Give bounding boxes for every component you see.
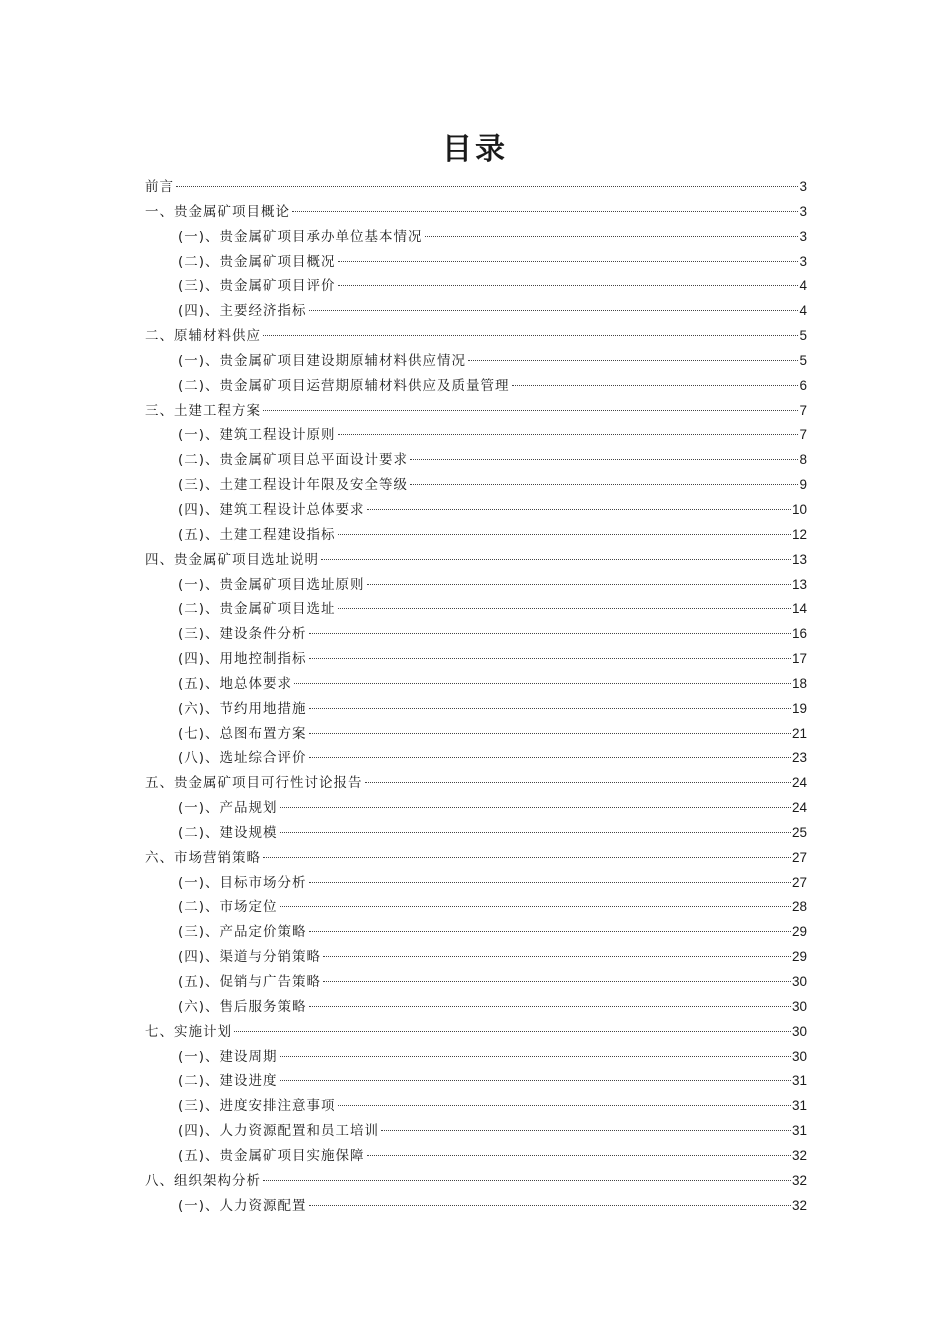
toc-entry-text: (六)、节约用地措施 [178, 700, 307, 717]
toc-entry-text: (三)、进度安排注意事项 [178, 1098, 336, 1115]
toc-entry-text: (五)、贵金属矿项目实施保障 [178, 1147, 365, 1164]
toc-dot-leader [309, 658, 791, 659]
toc-entry-text: (五)、地总体要求 [178, 675, 293, 692]
toc-entry-text: 三、土建工程方案 [145, 402, 261, 419]
toc-subsection-entry[interactable] [145, 523, 807, 548]
toc-entry-text: (二)、市场定位 [178, 899, 278, 916]
toc-subsection-entry[interactable] [145, 349, 807, 374]
toc-subsection-entry[interactable] [145, 722, 807, 747]
toc-entry-text: (四)、建筑工程设计总体要求 [178, 501, 365, 518]
toc-subsection-entry[interactable] [145, 274, 807, 299]
toc-subsection-entry[interactable] [145, 250, 807, 275]
toc-dot-leader [280, 1080, 791, 1081]
toc-subsection-entry[interactable] [145, 597, 807, 622]
toc-page-number: 14 [791, 601, 807, 617]
toc-subsection-entry[interactable] [145, 299, 807, 324]
toc-subsection-entry[interactable] [145, 1119, 807, 1144]
toc-dot-leader [263, 1180, 791, 1181]
toc-page-number: 5 [799, 352, 807, 368]
toc-dot-leader [367, 1155, 791, 1156]
toc-entry-text: (一)、建筑工程设计原则 [178, 427, 336, 444]
toc-section-entry[interactable] [145, 1169, 807, 1194]
toc-entry-text: (五)、促销与广告策略 [178, 974, 322, 990]
toc-page-number: 32 [791, 1147, 807, 1163]
toc-entry-text: (七)、总图布置方案 [178, 725, 307, 742]
toc-entry-text: (四)、主要经济指标 [178, 303, 307, 320]
toc-entry-text: 一、贵金属矿项目概论 [145, 203, 290, 220]
toc-entry-text: (一)、贵金属矿项目承办单位基本情况 [178, 228, 423, 245]
toc-page-number: 13 [791, 576, 807, 592]
toc-entry-text: 八、组织架构分析 [145, 1172, 261, 1189]
toc-entry-text: 六、市场营销策略 [145, 849, 261, 866]
toc-page-number: 13 [791, 551, 807, 567]
toc-section-entry[interactable] [145, 771, 807, 796]
toc-entry-text: (一)、人力资源配置 [178, 1197, 307, 1214]
toc-entry-text: (八)、选址综合评价 [178, 750, 307, 767]
toc-dot-leader [280, 1056, 791, 1057]
toc-subsection-entry[interactable] [145, 573, 807, 598]
toc-entry-text: (五)、土建工程建设指标 [178, 526, 336, 543]
toc-dot-leader [381, 1130, 791, 1131]
toc-dot-leader [309, 733, 791, 734]
toc-entry-text: (二)、建设进度 [178, 1073, 278, 1090]
toc-dot-leader [294, 683, 791, 684]
toc-subsection-entry[interactable] [145, 225, 807, 250]
toc-entry-text: (四)、渠道与分销策略 [178, 949, 322, 966]
toc-page-number: 10 [791, 501, 807, 517]
toc-dot-leader [309, 931, 791, 932]
toc-page-number: 24 [791, 800, 807, 816]
toc-page-number: 30 [791, 1023, 807, 1039]
toc-dot-leader [338, 1105, 791, 1106]
toc-list [145, 175, 807, 1218]
toc-dot-leader [280, 906, 791, 907]
toc-subsection-entry[interactable] [145, 945, 807, 970]
toc-page-number: 8 [799, 452, 807, 468]
toc-dot-leader [338, 534, 791, 535]
toc-subsection-entry[interactable] [145, 672, 807, 697]
toc-dot-leader [292, 211, 798, 212]
toc-entry-text: (一)、建设周期 [178, 1048, 278, 1065]
toc-page-number: 24 [791, 775, 807, 791]
toc-dot-leader [338, 285, 799, 286]
toc-entry-text: 七、实施计划 [145, 1023, 232, 1040]
toc-section-entry[interactable] [145, 846, 807, 871]
toc-page-number: 3 [799, 203, 807, 219]
toc-dot-leader [280, 832, 791, 833]
toc-subsection-entry[interactable] [145, 1045, 807, 1070]
toc-entry-text: 五、贵金属矿项目可行性讨论报告 [145, 775, 363, 792]
toc-entry-text: (二)、贵金属矿项目选址 [178, 601, 336, 618]
toc-page-number: 29 [791, 949, 807, 965]
toc-page-number: 19 [791, 700, 807, 716]
toc-section-entry[interactable] [145, 548, 807, 573]
toc-subsection-entry[interactable] [145, 871, 807, 896]
toc-dot-leader [338, 608, 791, 609]
toc-subsection-entry[interactable] [145, 647, 807, 672]
toc-dot-leader [323, 981, 791, 982]
toc-subsection-entry[interactable] [145, 895, 807, 920]
toc-page-number: 27 [791, 849, 807, 865]
toc-subsection-entry[interactable] [145, 374, 807, 399]
toc-subsection-entry[interactable] [145, 796, 807, 821]
toc-subsection-entry[interactable] [145, 1194, 807, 1219]
toc-page-number: 3 [799, 228, 807, 244]
toc-page-number: 23 [791, 750, 807, 766]
toc-page-number: 3 [799, 179, 807, 194]
toc-dot-leader [309, 708, 791, 709]
toc-page-number: 12 [791, 526, 807, 542]
toc-page-number: 4 [799, 303, 807, 319]
toc-section-entry[interactable] [145, 324, 807, 349]
toc-subsection-entry[interactable] [145, 448, 807, 473]
toc-page-number: 27 [791, 874, 807, 890]
toc-page-number: 25 [791, 824, 807, 840]
toc-entry-text: 前言 [145, 179, 174, 195]
toc-page-number: 3 [799, 253, 807, 269]
toc-entry-text: 四、贵金属矿项目选址说明 [145, 551, 319, 568]
toc-subsection-entry[interactable] [145, 746, 807, 771]
toc-page-number: 28 [791, 899, 807, 915]
toc-subsection-entry[interactable] [145, 821, 807, 846]
toc-page-number: 18 [791, 675, 807, 691]
toc-entry-text: (四)、人力资源配置和员工培训 [178, 1123, 380, 1140]
toc-subsection-entry[interactable] [145, 697, 807, 722]
toc-section-entry[interactable] [145, 175, 807, 200]
toc-dot-leader [234, 1031, 791, 1032]
toc-page-number: 30 [791, 974, 807, 989]
toc-page-number: 16 [791, 626, 807, 642]
toc-entry-text: (一)、贵金属矿项目建设期原辅材料供应情况 [178, 352, 467, 369]
toc-dot-leader [365, 782, 791, 783]
toc-section-entry[interactable] [145, 399, 807, 424]
toc-page-number: 7 [799, 427, 807, 443]
toc-dot-leader [263, 857, 791, 858]
toc-dot-leader [263, 335, 798, 336]
toc-page-number: 21 [791, 725, 807, 741]
toc-subsection-entry[interactable] [145, 1094, 807, 1119]
toc-section-entry[interactable] [145, 1020, 807, 1045]
toc-entry-text: (二)、贵金属矿项目概况 [178, 253, 336, 270]
toc-entry-text: (六)、售后服务策略 [178, 998, 307, 1015]
toc-page-number: 4 [799, 278, 807, 294]
toc-dot-leader [309, 882, 791, 883]
toc-page-number: 31 [791, 1098, 807, 1114]
toc-dot-leader [263, 410, 798, 411]
toc-dot-leader [512, 385, 799, 386]
toc-page-number: 6 [799, 377, 807, 393]
toc-dot-leader [280, 807, 791, 808]
toc-subsection-entry[interactable] [145, 423, 807, 448]
toc-entry-text: (二)、建设规模 [178, 824, 278, 841]
toc-page-number: 32 [791, 1172, 807, 1188]
toc-page-number: 31 [791, 1073, 807, 1089]
toc-subsection-entry[interactable] [145, 1144, 807, 1169]
toc-page-number: 9 [799, 477, 807, 493]
toc-entry-text: (四)、用地控制指标 [178, 651, 307, 668]
toc-subsection-entry[interactable] [145, 995, 807, 1020]
toc-dot-leader [367, 509, 791, 510]
toc-dot-leader [338, 261, 799, 262]
toc-dot-leader [367, 584, 791, 585]
toc-dot-leader [309, 633, 791, 634]
toc-entry-text: (二)、贵金属矿项目总平面设计要求 [178, 452, 409, 469]
toc-page-number: 7 [799, 402, 807, 418]
toc-dot-leader [468, 360, 798, 361]
toc-subsection-entry[interactable] [145, 920, 807, 945]
toc-page-number: 17 [791, 651, 807, 667]
toc-entry-text: 二、原辅材料供应 [145, 328, 261, 345]
toc-entry-text: (二)、贵金属矿项目运营期原辅材料供应及质量管理 [178, 377, 510, 394]
toc-subsection-entry[interactable] [145, 970, 807, 995]
toc-entry-text: (三)、产品定价策略 [178, 924, 307, 941]
toc-dot-leader [321, 559, 791, 560]
toc-page-number: 29 [791, 924, 807, 940]
toc-dot-leader [176, 186, 798, 187]
toc-dot-leader [410, 459, 798, 460]
toc-page-number: 32 [791, 1197, 807, 1213]
toc-entry-text: (三)、建设条件分析 [178, 626, 307, 643]
toc-entry-text: (一)、产品规划 [178, 800, 278, 817]
toc-subsection-entry[interactable] [145, 1069, 807, 1094]
toc-dot-leader [309, 1006, 791, 1007]
toc-dot-leader [410, 484, 798, 485]
toc-dot-leader [309, 757, 791, 758]
toc-title: 目录 [442, 132, 508, 167]
toc-subsection-entry[interactable] [145, 622, 807, 647]
toc-dot-leader [338, 434, 799, 435]
toc-subsection-entry[interactable] [145, 498, 807, 523]
toc-entry-text: (一)、目标市场分析 [178, 874, 307, 891]
toc-entry-text: (三)、贵金属矿项目评价 [178, 278, 336, 295]
toc-page-number: 30 [791, 1048, 807, 1064]
toc-dot-leader [309, 310, 799, 311]
toc-section-entry[interactable] [145, 200, 807, 225]
toc-dot-leader [323, 956, 791, 957]
toc-subsection-entry[interactable] [145, 473, 807, 498]
toc-page-number: 5 [799, 328, 807, 344]
toc-dot-leader [309, 1205, 791, 1206]
toc-dot-leader [425, 236, 799, 237]
toc-page-number: 31 [791, 1123, 807, 1139]
toc-page-number: 30 [791, 998, 807, 1014]
toc-entry-text: (一)、贵金属矿项目选址原则 [178, 576, 365, 593]
toc-entry-text: (三)、土建工程设计年限及安全等级 [178, 477, 409, 494]
